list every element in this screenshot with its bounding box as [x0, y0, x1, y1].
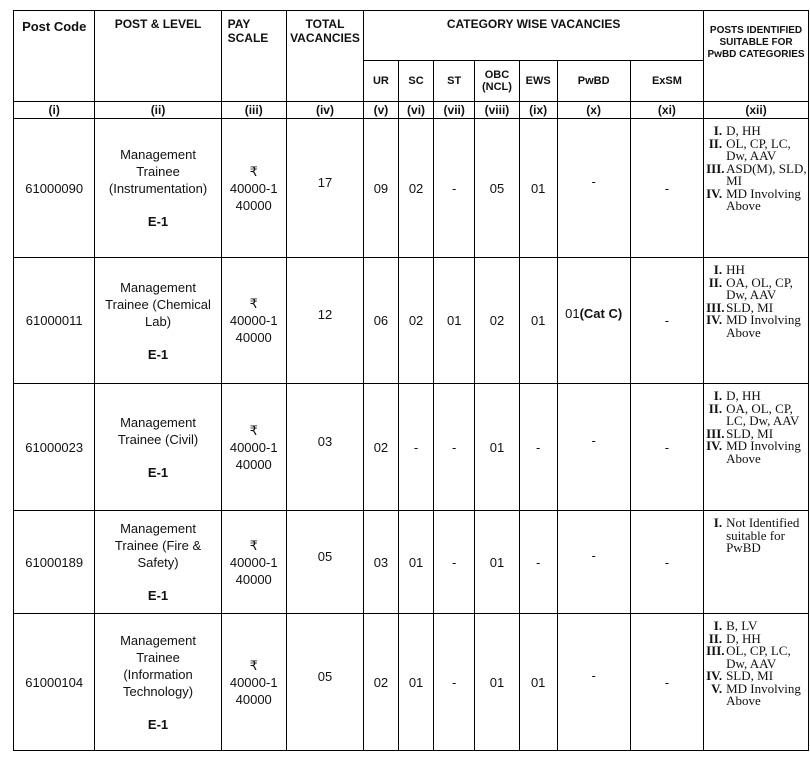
- exsm-cell: -: [630, 614, 703, 751]
- post-code-cell: 61000189: [14, 511, 95, 614]
- post-code-cell: 61000090: [14, 119, 95, 258]
- category-number: I.: [713, 123, 723, 138]
- pay-scale-cell: [221, 384, 286, 511]
- category-text: MD Involving Above: [726, 185, 801, 213]
- exsm-cell: -: [630, 511, 703, 614]
- exsm-cell: -: [630, 384, 703, 511]
- post-level: E-1: [147, 716, 169, 732]
- rupee-symbol: ₹: [249, 657, 258, 673]
- category-item: [706, 185, 808, 213]
- post-level-cell: [95, 258, 221, 384]
- category-item: [706, 400, 808, 428]
- pwbd-categories-cell: [704, 258, 809, 384]
- category-item: [706, 680, 808, 708]
- ews-cell: -: [519, 384, 557, 511]
- post-level: E-1: [147, 464, 169, 480]
- pwbd-cell: [557, 384, 630, 511]
- category-number: III.: [706, 425, 725, 441]
- column-index: (ii): [95, 102, 221, 119]
- obc-cell: 01: [475, 511, 520, 614]
- rupee-symbol: ₹: [249, 422, 258, 438]
- pay-range: 40000-140000: [229, 180, 278, 213]
- pwbd-categories-cell: [704, 384, 809, 511]
- column-index: (x): [557, 102, 630, 119]
- category-number: II.: [708, 400, 723, 416]
- total-vacancies-cell: 17: [286, 119, 363, 258]
- obc-cell: 01: [475, 384, 520, 511]
- column-index: (viii): [475, 102, 520, 119]
- category-number: I.: [713, 618, 723, 633]
- ews-cell: 01: [519, 119, 557, 258]
- post-level: E-1: [147, 214, 169, 229]
- rupee-symbol: ₹: [249, 163, 258, 179]
- pwbd-count: 01: [565, 306, 580, 321]
- obc-cell: 01: [475, 614, 520, 751]
- total-vacancies-cell: 03: [286, 384, 363, 511]
- pwbd-count: -: [591, 667, 596, 683]
- category-number: IV.: [706, 185, 723, 201]
- header-category-wise: CATEGORY WISE VACANCIES: [364, 11, 704, 61]
- ur-cell: 09: [364, 119, 399, 258]
- category-number: II.: [708, 135, 723, 151]
- category-text: D, HH: [726, 123, 761, 138]
- table-row: [14, 258, 809, 384]
- category-text: OA, OL, CP, LC, Dw, AAV: [726, 400, 800, 428]
- category-number: IV.: [706, 312, 723, 327]
- column-index: (vii): [434, 102, 475, 119]
- vacancy-table: [13, 10, 809, 751]
- ews-cell: -: [519, 511, 557, 614]
- pay-scale-cell: [221, 511, 286, 614]
- post-level-cell: [95, 614, 221, 751]
- st-cell: -: [434, 511, 475, 614]
- pwbd-category: (Cat C): [579, 306, 623, 321]
- category-text: D, HH: [726, 630, 761, 646]
- exsm-cell: -: [630, 258, 703, 384]
- category-item: [706, 274, 808, 302]
- header-exsm: ExSM: [630, 61, 703, 102]
- rupee-symbol: ₹: [249, 296, 258, 311]
- exsm-cell: -: [630, 119, 703, 258]
- post-level-cell: [95, 119, 221, 258]
- post-name: Management Trainee (Fire & Safety): [114, 521, 202, 570]
- column-index: (iii): [221, 102, 286, 119]
- pwbd-categories-cell: [704, 119, 809, 258]
- pwbd-cell: [557, 614, 630, 751]
- post-level: E-1: [147, 588, 169, 603]
- category-text: MD Involving Above: [726, 438, 801, 466]
- pwbd-cell: [557, 119, 630, 258]
- column-index: (v): [364, 102, 399, 119]
- category-text: SLD, MI: [726, 425, 774, 441]
- sc-cell: 01: [398, 511, 434, 614]
- column-index: (vi): [398, 102, 434, 119]
- post-level-cell: [95, 384, 221, 511]
- ews-cell: 01: [519, 614, 557, 751]
- pay-scale-cell: [221, 119, 286, 258]
- total-vacancies-cell: 05: [286, 511, 363, 614]
- table-row: [14, 384, 809, 511]
- category-number: III.: [706, 299, 725, 315]
- sc-cell: 02: [398, 258, 434, 384]
- category-item: [706, 314, 808, 339]
- roman-numeral-row: [14, 102, 809, 119]
- st-cell: -: [434, 614, 475, 751]
- column-index: (iv): [286, 102, 363, 119]
- st-cell: 01: [434, 258, 475, 384]
- category-text: OA, OL, CP, Dw, AAV: [726, 274, 793, 302]
- ews-cell: 01: [519, 258, 557, 384]
- header-ur: UR: [364, 61, 399, 102]
- category-item: [706, 645, 808, 670]
- pwbd-cell: [557, 258, 630, 384]
- header-post-code: Post Code: [14, 11, 95, 102]
- obc-cell: 05: [475, 119, 520, 258]
- category-number: IV.: [706, 668, 723, 683]
- header-pay-scale: PAY SCALE: [221, 11, 286, 102]
- st-cell: -: [434, 384, 475, 511]
- sc-cell: 01: [398, 614, 434, 751]
- category-number: III.: [706, 160, 725, 176]
- header-sc: SC: [398, 61, 434, 102]
- st-cell: -: [434, 119, 475, 258]
- header-pwbd: PwBD: [557, 61, 630, 102]
- post-name: Management Trainee (Chemical Lab): [105, 279, 211, 329]
- pwbd-categories-cell: [704, 614, 809, 751]
- category-text: OL, CP, LC, Dw, AAV: [726, 135, 791, 163]
- header-total-vacancies: TOTAL VACANCIES: [286, 11, 363, 102]
- post-level-cell: [95, 511, 221, 614]
- category-text: D, HH: [726, 388, 761, 403]
- pay-range: 40000-140000: [229, 439, 278, 472]
- header-st: ST: [434, 61, 475, 102]
- category-text: OL, CP, LC, Dw, AAV: [726, 643, 791, 671]
- ur-cell: 02: [364, 384, 399, 511]
- post-code-cell: 61000023: [14, 384, 95, 511]
- category-number: II.: [708, 274, 723, 290]
- header-post-level: POST & LEVEL: [95, 11, 221, 102]
- pwbd-count: -: [591, 432, 596, 448]
- total-vacancies-cell: 12: [286, 258, 363, 384]
- table-row: [14, 119, 809, 258]
- category-text: SLD, MI: [726, 299, 774, 315]
- category-item: [706, 440, 808, 465]
- category-text: HH: [726, 262, 745, 277]
- total-vacancies-cell: 05: [286, 614, 363, 751]
- pay-scale-cell: [221, 258, 286, 384]
- column-index: (ix): [519, 102, 557, 119]
- category-number: V.: [711, 680, 723, 696]
- sc-cell: 02: [398, 119, 434, 258]
- category-number: II.: [708, 630, 723, 646]
- category-number: I.: [713, 515, 723, 530]
- column-index: (i): [14, 102, 95, 119]
- category-text: Not Identified suitable for PwBD: [726, 515, 800, 555]
- rupee-symbol: ₹: [249, 537, 258, 553]
- category-text: MD Involving Above: [726, 312, 801, 340]
- ur-cell: 06: [364, 258, 399, 384]
- ur-cell: 03: [364, 511, 399, 614]
- category-text: SLD, MI: [726, 668, 774, 683]
- pay-range: 40000-140000: [229, 674, 278, 707]
- header-obc: OBC (NCL): [475, 61, 520, 102]
- pwbd-count: -: [591, 547, 596, 563]
- post-level: E-1: [147, 346, 169, 362]
- pay-range: 40000-140000: [229, 554, 278, 587]
- category-text: MD Involving Above: [726, 680, 801, 708]
- category-number: I.: [713, 262, 723, 277]
- pwbd-cell: [557, 511, 630, 614]
- table-row: [14, 614, 809, 751]
- post-code-cell: 61000104: [14, 614, 95, 751]
- category-item: [706, 160, 808, 188]
- category-text: B, LV: [726, 618, 758, 633]
- category-number: IV.: [706, 438, 723, 453]
- obc-cell: 02: [475, 258, 520, 384]
- header-ews: EWS: [519, 61, 557, 102]
- category-item: [706, 135, 808, 163]
- post-name: Management Trainee (Instrumentation): [108, 147, 208, 196]
- category-text: ASD(M), SLD, MI: [726, 160, 807, 188]
- ur-cell: 02: [364, 614, 399, 751]
- header-pwbd-suitable: POSTS IDENTIFIED SUITABLE FOR PwBD CATEGORIES: [704, 11, 809, 102]
- pwbd-count: -: [591, 173, 596, 189]
- post-name: Management Trainee (Civil): [117, 414, 199, 447]
- pay-range: 40000-140000: [229, 313, 278, 345]
- pay-scale-cell: [221, 614, 286, 751]
- post-code-cell: 61000011: [14, 258, 95, 384]
- column-index: (xii): [704, 102, 809, 119]
- category-number: I.: [713, 388, 723, 403]
- sc-cell: -: [398, 384, 434, 511]
- category-number: III.: [706, 643, 725, 658]
- pwbd-categories-cell: [704, 511, 809, 614]
- category-item: [706, 517, 808, 555]
- post-name: Management Trainee (Information Technology): [120, 632, 196, 699]
- table-row: [14, 511, 809, 614]
- column-index: (xi): [630, 102, 703, 119]
